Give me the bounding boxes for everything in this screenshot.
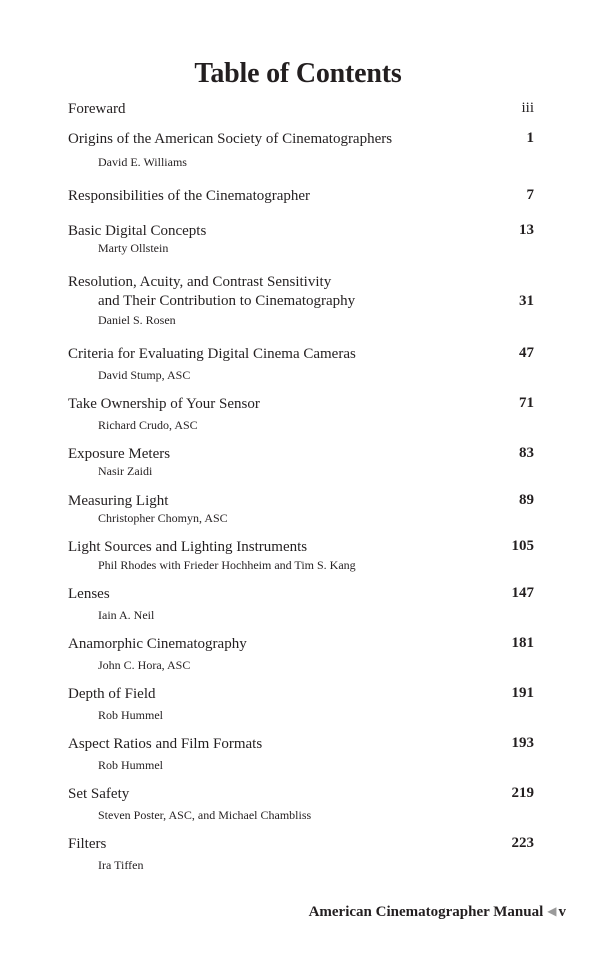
toc-entry-page: 31 [519,293,534,309]
toc-entry-title[interactable]: Criteria for Evaluating Digital Cinema Cameras [68,346,356,362]
toc-entry-author: Marty Ollstein [98,241,169,255]
toc-entry-title[interactable]: Anamorphic Cinematography [68,636,247,652]
toc-entry-title-line2: and Their Contribution to Cinematography [98,293,356,309]
page-title: Table of Contents [194,58,402,89]
toc-entry-title[interactable]: Take Ownership of Your Sensor [68,396,260,412]
toc-entry-title[interactable]: Aspect Ratios and Film Formats [68,736,263,752]
toc-entry-author: John C. Hora, ASC [98,658,191,672]
toc-entry-title[interactable]: Origins of the American Society of Cinematographers [68,131,393,147]
toc-entry-page: 1 [526,130,534,146]
toc-entry-page: 219 [511,785,534,801]
toc-entry-title[interactable]: Basic Digital Concepts [68,223,207,239]
toc-entry-page: 105 [511,538,534,554]
toc-entry-author: Nasir Zaidi [98,464,153,478]
toc-entry-page: 223 [511,835,534,851]
toc-entry-page: 147 [511,585,534,601]
toc-entry-author: Christopher Chomyn, ASC [98,511,228,525]
toc-entry-page: 71 [519,395,534,411]
footer-page-number: v [558,904,566,920]
toc-entry-page: 83 [519,445,534,461]
toc-entry-author: Rob Hummel [98,708,163,722]
toc-entry-title[interactable]: Lenses [68,586,110,602]
toc-entry-page: 7 [526,187,534,203]
toc-entry-title-line1: Resolution, Acuity, and Contrast Sensitivity [68,274,332,290]
toc-entry-page: 47 [519,345,534,361]
left-arrow-icon: ◀ [547,904,557,918]
toc-entry-page: 89 [519,492,534,508]
footer-book-title: American Cinematographer Manual [308,904,544,920]
toc-entry-author: Daniel S. Rosen [98,313,176,327]
toc-entry-author: Iain A. Neil [98,608,155,622]
toc-entry-title[interactable]: Set Safety [68,786,130,802]
toc-entry-title[interactable]: Exposure Meters [68,446,171,462]
toc-entry-page: 181 [511,635,534,651]
toc-entry-author: Steven Poster, ASC, and Michael Chambliss [98,808,312,822]
toc-entry-author: Ira Tiffen [98,858,144,872]
toc-entry-author: David E. Williams [98,155,187,169]
toc-entry-title[interactable]: Foreward [68,101,126,117]
toc-entry-author: David Stump, ASC [98,368,191,382]
toc-entry-page: 13 [519,222,534,238]
toc-entry-title[interactable]: Filters [68,836,107,852]
toc-entry-title[interactable]: Measuring Light [68,493,169,509]
toc-entry-page: 191 [511,685,534,701]
running-footer [309,904,566,921]
toc-entry-author: Rob Hummel [98,758,163,772]
toc-entry-author: Richard Crudo, ASC [98,418,198,432]
toc-entry-page: 193 [511,735,534,751]
toc-entry-author: Phil Rhodes with Frieder Hochheim and Tim S. Kang [98,558,356,572]
toc-entry-title[interactable]: Depth of Field [68,686,156,702]
toc-entry-page: iii [521,100,534,116]
toc-entry-title[interactable]: Light Sources and Lighting Instruments [68,539,308,555]
toc-entry-title[interactable]: Responsibilities of the Cinematographer [68,188,311,204]
toc-entry-title[interactable] [68,273,355,311]
